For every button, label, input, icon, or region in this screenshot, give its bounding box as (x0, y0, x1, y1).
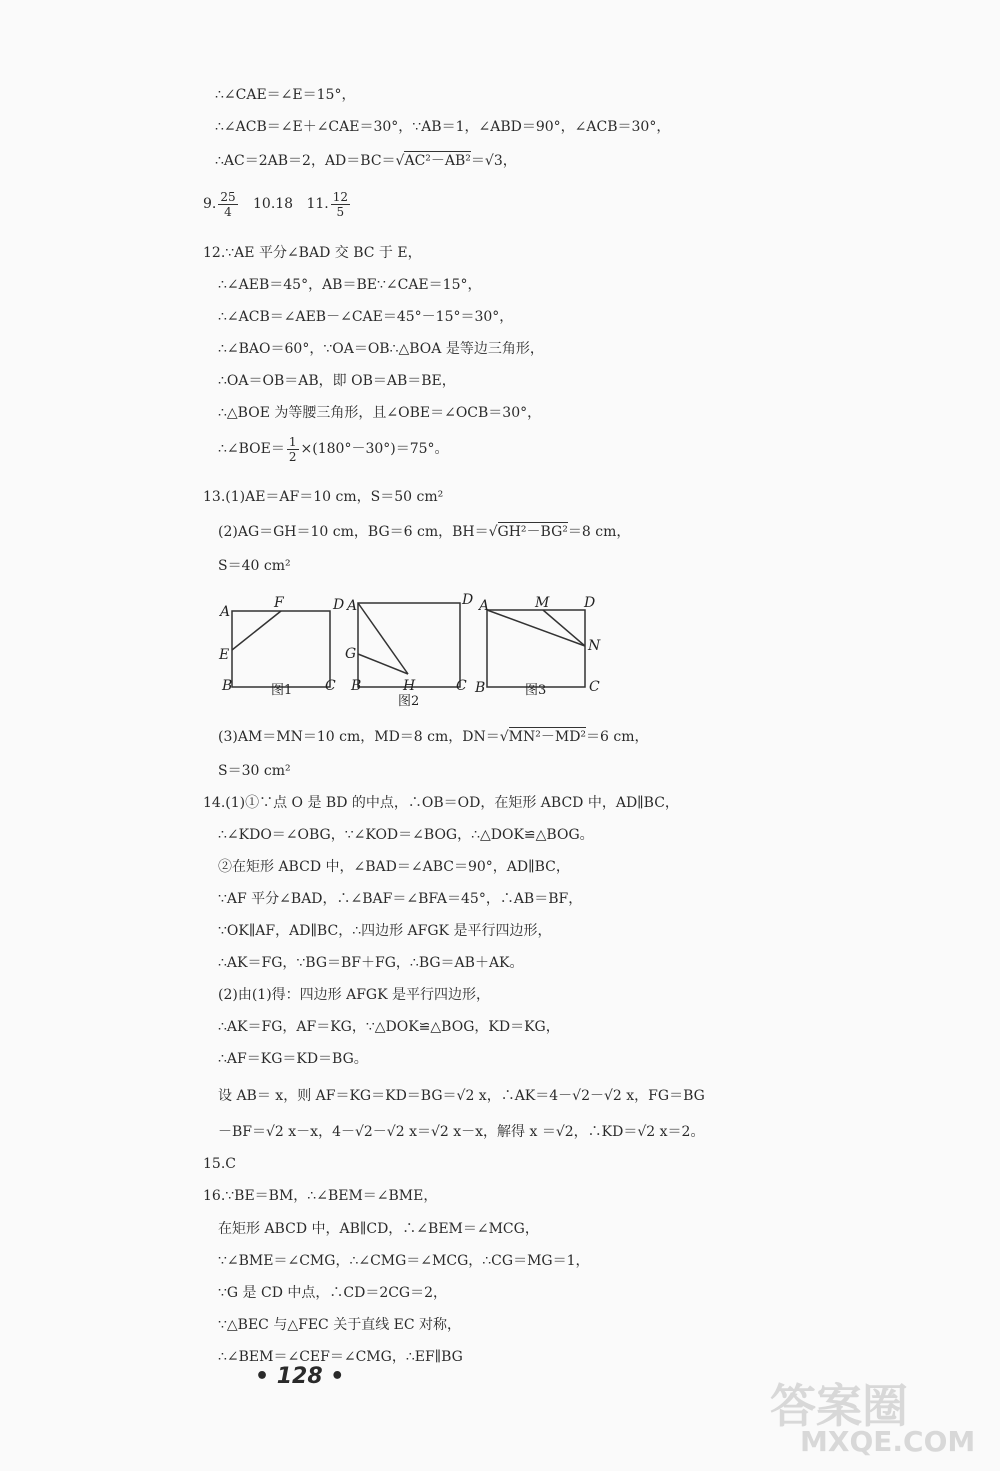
text-line: ∵AF 平分∠BAD，∴∠BAF＝∠BFA＝45°，∴AB＝BF， (218, 891, 583, 907)
denominator: 2 (288, 449, 297, 464)
fig2-label-a: A (347, 598, 358, 614)
fraction-q9 (218, 190, 237, 219)
numerator: 1 (288, 434, 297, 449)
text-line: ∴∠ACB＝∠AEB－∠CAE＝45°－15°＝30°， (218, 309, 514, 325)
fig1-rectangle (232, 611, 330, 687)
text-line: ∴OA＝OB＝AB，即 OB＝AB＝BE， (218, 373, 456, 389)
fig3-label-m: M (535, 595, 550, 611)
fig2-label-d: D (462, 592, 474, 608)
text-line: ∴△BOE 为等腰三角形，且∠OBE＝∠OCB＝30°， (218, 405, 542, 421)
numerator: 12 (332, 189, 348, 204)
text-line: ②在矩形 ABCD 中，∠BAD＝∠ABC＝90°，AD∥BC， (218, 859, 570, 875)
numerator: 25 (220, 189, 236, 204)
fig3-label-d: D (584, 595, 596, 611)
rectangle-figures (215, 590, 615, 710)
fig3-label-b: B (475, 680, 486, 696)
fig2-caption: 图2 (398, 694, 420, 709)
watermark-logo: 答案圈 (770, 1379, 908, 1433)
fig3-segment-an (487, 610, 585, 646)
sqrt-expression: GH²－BG² (497, 524, 568, 540)
text-line: －BF＝√2 x－x，4－√2－√2 x＝√2 x－x，解得 x ＝√2，∴KD＝√2 x＝2。 (218, 1124, 705, 1140)
answers-9-11 (203, 188, 352, 220)
text-span: (3)AM＝MN＝10 cm，MD＝8 cm，DN＝ (218, 729, 500, 745)
fig3-caption: 图3 (525, 683, 547, 698)
text-line: ∴∠BEM＝∠CEF＝∠CMG，∴EF∥BG (218, 1349, 463, 1365)
fig1-label-e: E (219, 647, 230, 663)
text-span: ×(180°－30°)＝75°。 (300, 441, 449, 457)
text-line: ∵∠BME＝∠CMG，∴∠CMG＝∠MCG，∴CG＝MG＝1， (218, 1253, 590, 1269)
denominator: 4 (224, 204, 232, 219)
sqrt-expression: MN²－MD² (508, 729, 587, 745)
page-number: • 128 • (255, 1364, 345, 1389)
fig1-caption: 图1 (271, 683, 293, 698)
text-span: (2)AG＝GH＝10 cm，BG＝6 cm，BH＝ (218, 524, 489, 540)
text-line: ∴∠KDO＝∠OBG，∵∠KOD＝∠BOG，∴△DOK≌△BOG。 (218, 827, 594, 843)
text-span: ＝√3， (470, 153, 517, 169)
text-line: S＝30 cm² (218, 763, 291, 779)
text-span: ＝6 cm， (586, 729, 649, 745)
text-line: ∴∠CAE＝∠E＝15°， (215, 87, 356, 103)
text-line: ∴AC＝2AB＝2，AD＝BC＝√AC²－AB²＝√3， (215, 153, 517, 169)
text-line: (2)由(1)得：四边形 AFGK 是平行四边形， (218, 987, 491, 1003)
sqrt-expression: AC²－AB² (404, 153, 471, 169)
denominator: 5 (336, 204, 345, 219)
fig1-label-a: A (220, 604, 231, 620)
fig3-label-n: N (588, 638, 601, 654)
q10-answer: 10.18 (253, 196, 294, 212)
text-span: ∴∠BOE＝ (218, 441, 285, 457)
fig1-label-b: B (222, 678, 233, 694)
text-line: (2)AG＝GH＝10 cm，BG＝6 cm，BH＝√GH²－BG²＝8 cm， (218, 524, 631, 540)
fig3-label-a: A (479, 598, 490, 614)
q9-label: 9. (203, 196, 217, 212)
watermark-url: MXQE.COM (800, 1425, 976, 1458)
text-line: 15.C (203, 1156, 236, 1172)
fig1-label-c: C (325, 678, 336, 694)
text-line: ∵OK∥AF，AD∥BC，∴四边形 AFGK 是平行四边形， (218, 923, 552, 939)
fig2-label-g: G (345, 646, 357, 662)
text-line: ∴AK＝FG，∵BG＝BF＋FG，∴BG＝AB＋AK。 (218, 955, 524, 971)
fig1-segment-ef (232, 611, 281, 650)
fig2-rectangle (358, 603, 460, 687)
text-line: ∴AF＝KG＝KD＝BG。 (218, 1051, 368, 1067)
text-span: ＝8 cm， (567, 524, 631, 540)
q11-label: 11. (306, 196, 329, 212)
fig3-label-c: C (589, 679, 600, 695)
text-line: 12.∵AE 平分∠BAD 交 BC 于 E， (203, 245, 422, 261)
text-line: (3)AM＝MN＝10 cm，MD＝8 cm，DN＝√MN²－MD²＝6 cm， (218, 729, 649, 745)
text-line: ∴∠BAO＝60°，∵OA＝OB∴△BOA 是等边三角形， (218, 341, 544, 357)
fig3-segment-mn (543, 610, 585, 646)
fraction-half (287, 435, 299, 464)
text-line: ∴∠AEB＝45°，AB＝BE∵∠CAE＝15°， (218, 277, 482, 293)
text-line: ∵△BEC 与△FEC 关于直线 EC 对称， (218, 1317, 462, 1333)
text-line: 14.(1)①∵点 O 是 BD 的中点，∴OB＝OD，在矩形 ABCD 中，AD∥BC， (203, 795, 679, 811)
text-line (218, 433, 449, 465)
fig3-rectangle (487, 610, 585, 687)
text-span: ∴AC＝2AB＝2，AD＝BC＝ (215, 153, 396, 169)
text-line: 16.∵BE＝BM，∴∠BEM＝∠BME， (203, 1188, 438, 1204)
fig1-label-f: F (274, 595, 284, 611)
text-line: 13.(1)AE＝AF＝10 cm，S＝50 cm² (203, 489, 444, 505)
fig1-label-d: D (333, 597, 345, 613)
fig2-label-c: C (456, 678, 467, 694)
fraction-q11 (331, 190, 350, 219)
text-line: 在矩形 ABCD 中，AB∥CD，∴∠BEM＝∠MCG， (218, 1221, 539, 1237)
text-line: S＝40 cm² (218, 558, 291, 574)
text-line: ∵G 是 CD 中点，∴CD＝2CG＝2， (218, 1285, 448, 1301)
fig2-label-h: H (403, 678, 416, 694)
text-line: ∴∠ACB＝∠E＋∠CAE＝30°，∵AB＝1，∠ABD＝90°，∠ACB＝30°， (215, 119, 671, 135)
fig2-label-b: B (351, 678, 362, 694)
text-line: ∴AK＝FG，AF＝KG，∵△DOK≌△BOG，KD＝KG， (218, 1019, 560, 1035)
text-line: 设 AB＝ x，则 AF＝KG＝KD＝BG＝√2 x，∴AK＝4－√2－√2 x，FG＝BG (218, 1088, 705, 1104)
